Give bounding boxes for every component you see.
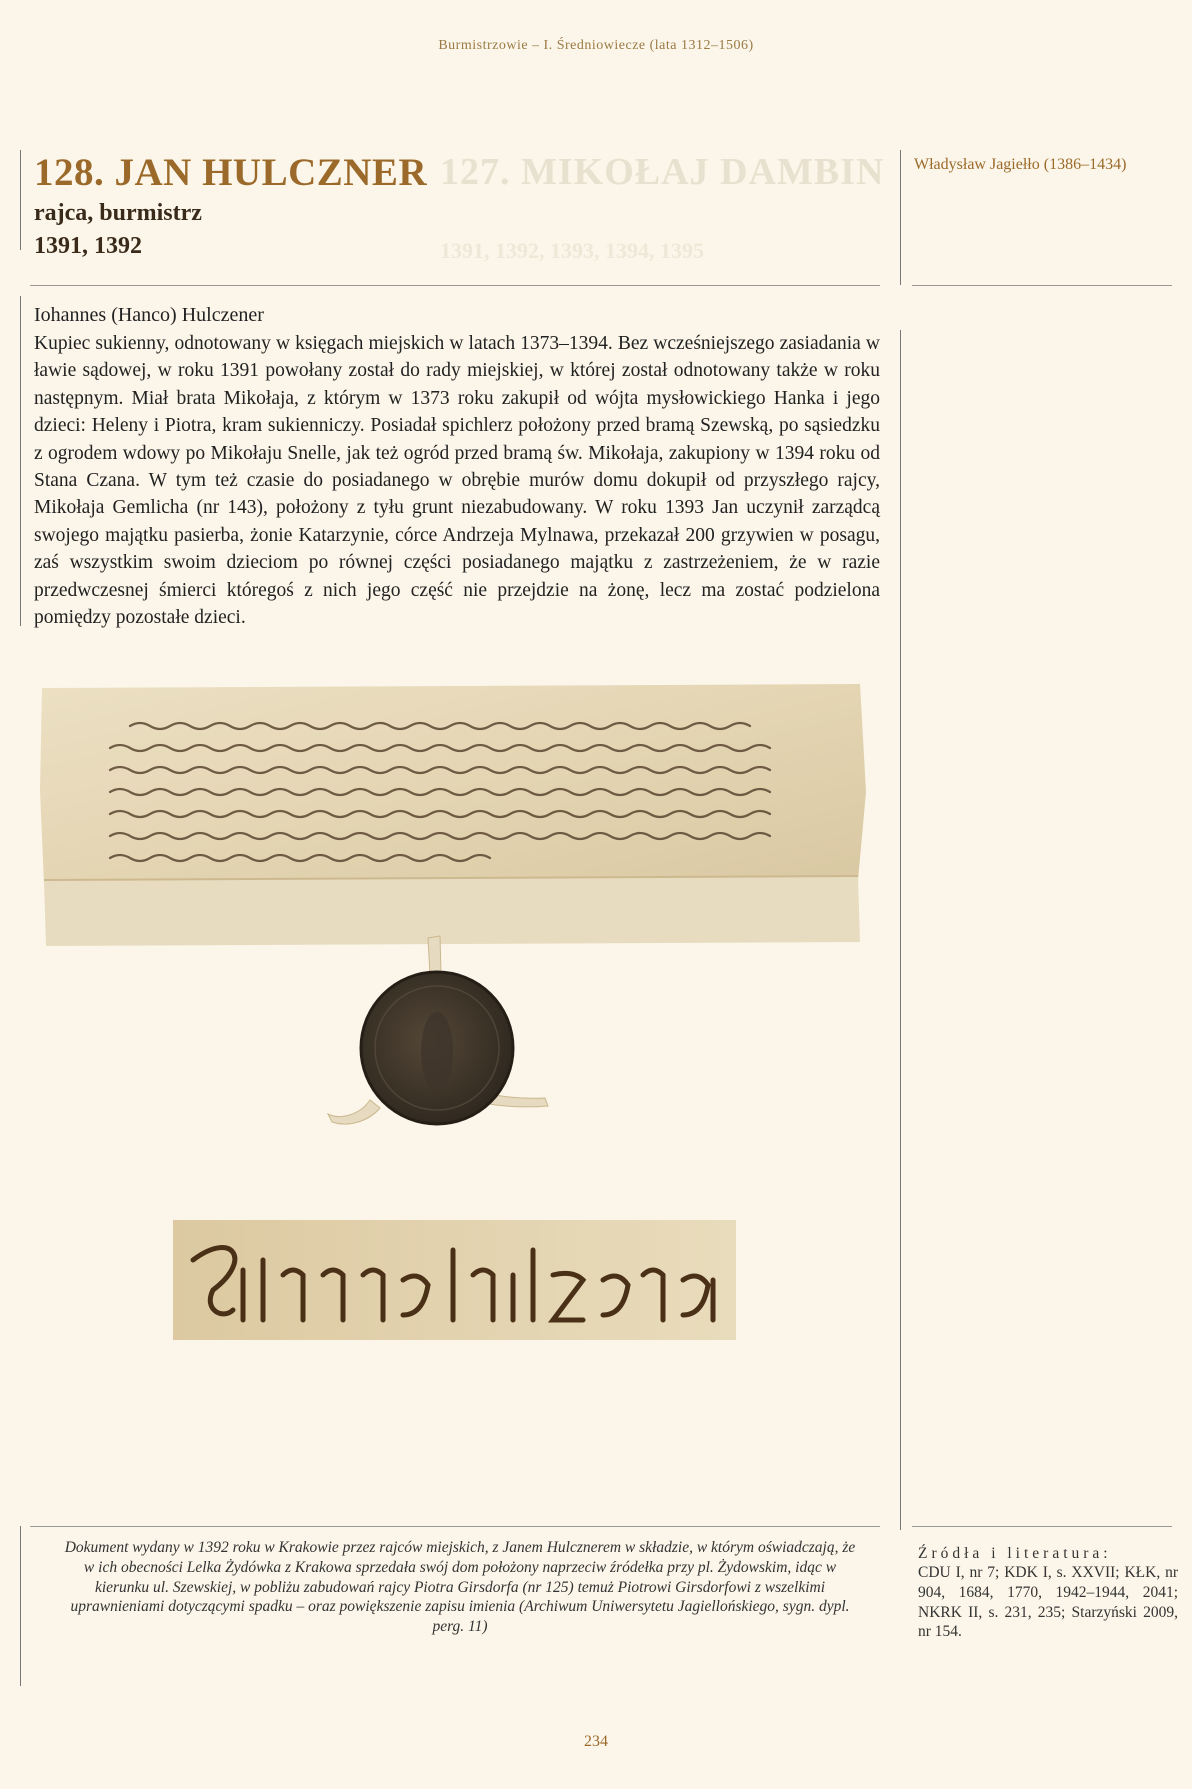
- sources-heading: Źródła i literatura:: [918, 1545, 1112, 1562]
- ruler-label: Władysław Jagiełło (1386–1434): [914, 156, 1127, 173]
- caption-top-rule: [30, 1526, 880, 1527]
- entry-years: 1391, 1392: [34, 233, 142, 259]
- parchment-document-image: [40, 680, 880, 1160]
- sources-text: CDU I, nr 7; KDK I, s. XXVII; KŁK, nr 904, 1684, 1770, 1942–1944, 2041; NKRK II, s. 231, 235; Starzyński 2009, nr 154.: [918, 1564, 1178, 1641]
- running-head: Burmistrzowie – I. Średniowiecze (lata 1312–1506): [438, 38, 754, 53]
- header-center-rule: [900, 150, 901, 285]
- entry-role: rajca, burmistrz: [34, 200, 202, 226]
- entry-title: 128. JAN HULCZNER: [34, 151, 428, 194]
- sources-top-rule: [912, 1526, 1172, 1527]
- bleed-through-years: 1391, 1392, 1393, 1394, 1395: [440, 238, 704, 263]
- person-name: Iohannes (Hanco) Hulczener: [34, 304, 264, 326]
- bio-right-rule: [900, 330, 901, 1530]
- biography-text: Kupiec sukienny, odnotowany w księgach miejskich w latach 1373–1394. Bez wcześniejszego zasiadania w ławie sądowej, w roku 1391 powołany został do rady miejskiej, w której został odnotowany także w roku następnym. Miał brata Mikołaja, z którym w 1373 roku zakupił od wójta mysłowickiego Hanka i jego dzieci: Heleny i Piotra, kram sukienniczy. Posiadał spichlerz położony przed bramą Szewską, po sąsiedzku z ogrodem wdowy po Mikołaju Snelle, jak też ogród przed bramą św. Mikołaja, zakupiony w 1394 roku od Stana Czana. W tym też czasie do posiadanego w obrębie murów domu dokupił od przyszłego rajcy, Mikołaja Gemlicha (nr 143), położony z tyłu grunt niezabudowany. W roku 1393 Jan uczynił zarządcą swojego majątku pasierba, żonie Katarzynie, córce Andrzeja Mylnawa, przekazał 200 grzywien w posagu, zaś wszystkim swoim dzieciom po równej części posiadanego majątku z zastrzeżeniem, że w razie przedwczesnej śmierci któregoś z nich jego część nie przejdzie na żonę, lecz ma zostać podzielona pomiędzy pozostałe dzieci.: [34, 333, 880, 629]
- page-number: 234: [584, 1733, 608, 1750]
- sidebar-top-rule: [912, 285, 1172, 286]
- bleed-through-title: 127. MIKOŁAJ DAMBIN: [440, 151, 885, 193]
- signature-detail-image: [173, 1220, 736, 1340]
- bio-left-rule: [20, 296, 21, 626]
- caption-left-rule: [20, 1526, 21, 1686]
- header-bottom-rule: [30, 285, 880, 286]
- image-caption: Dokument wydany w 1392 roku w Krakowie przez rajców miejskich, z Janem Hulcznerem w składzie, w którym oświadczają, że w ich obecności Lelka Żydówka z Krakowa sprzedała swój dom położony naprzeciw źródełka przy pl. Żydowskim, idąc w kierunku ul. Szewskiej, w pobliżu zabudowań rajcy Piotra Girsdorfa (nr 125) temuż Piotrowi Girsdorfowi z wszelkimi uprawnieniami dotyczącymi spadku – oraz powiększenie zapisu imienia (Archiwum Uniwersytetu Jagiellońskiego, sygn. dypl. perg. 11): [64, 1539, 856, 1636]
- header-left-rule: [20, 150, 21, 250]
